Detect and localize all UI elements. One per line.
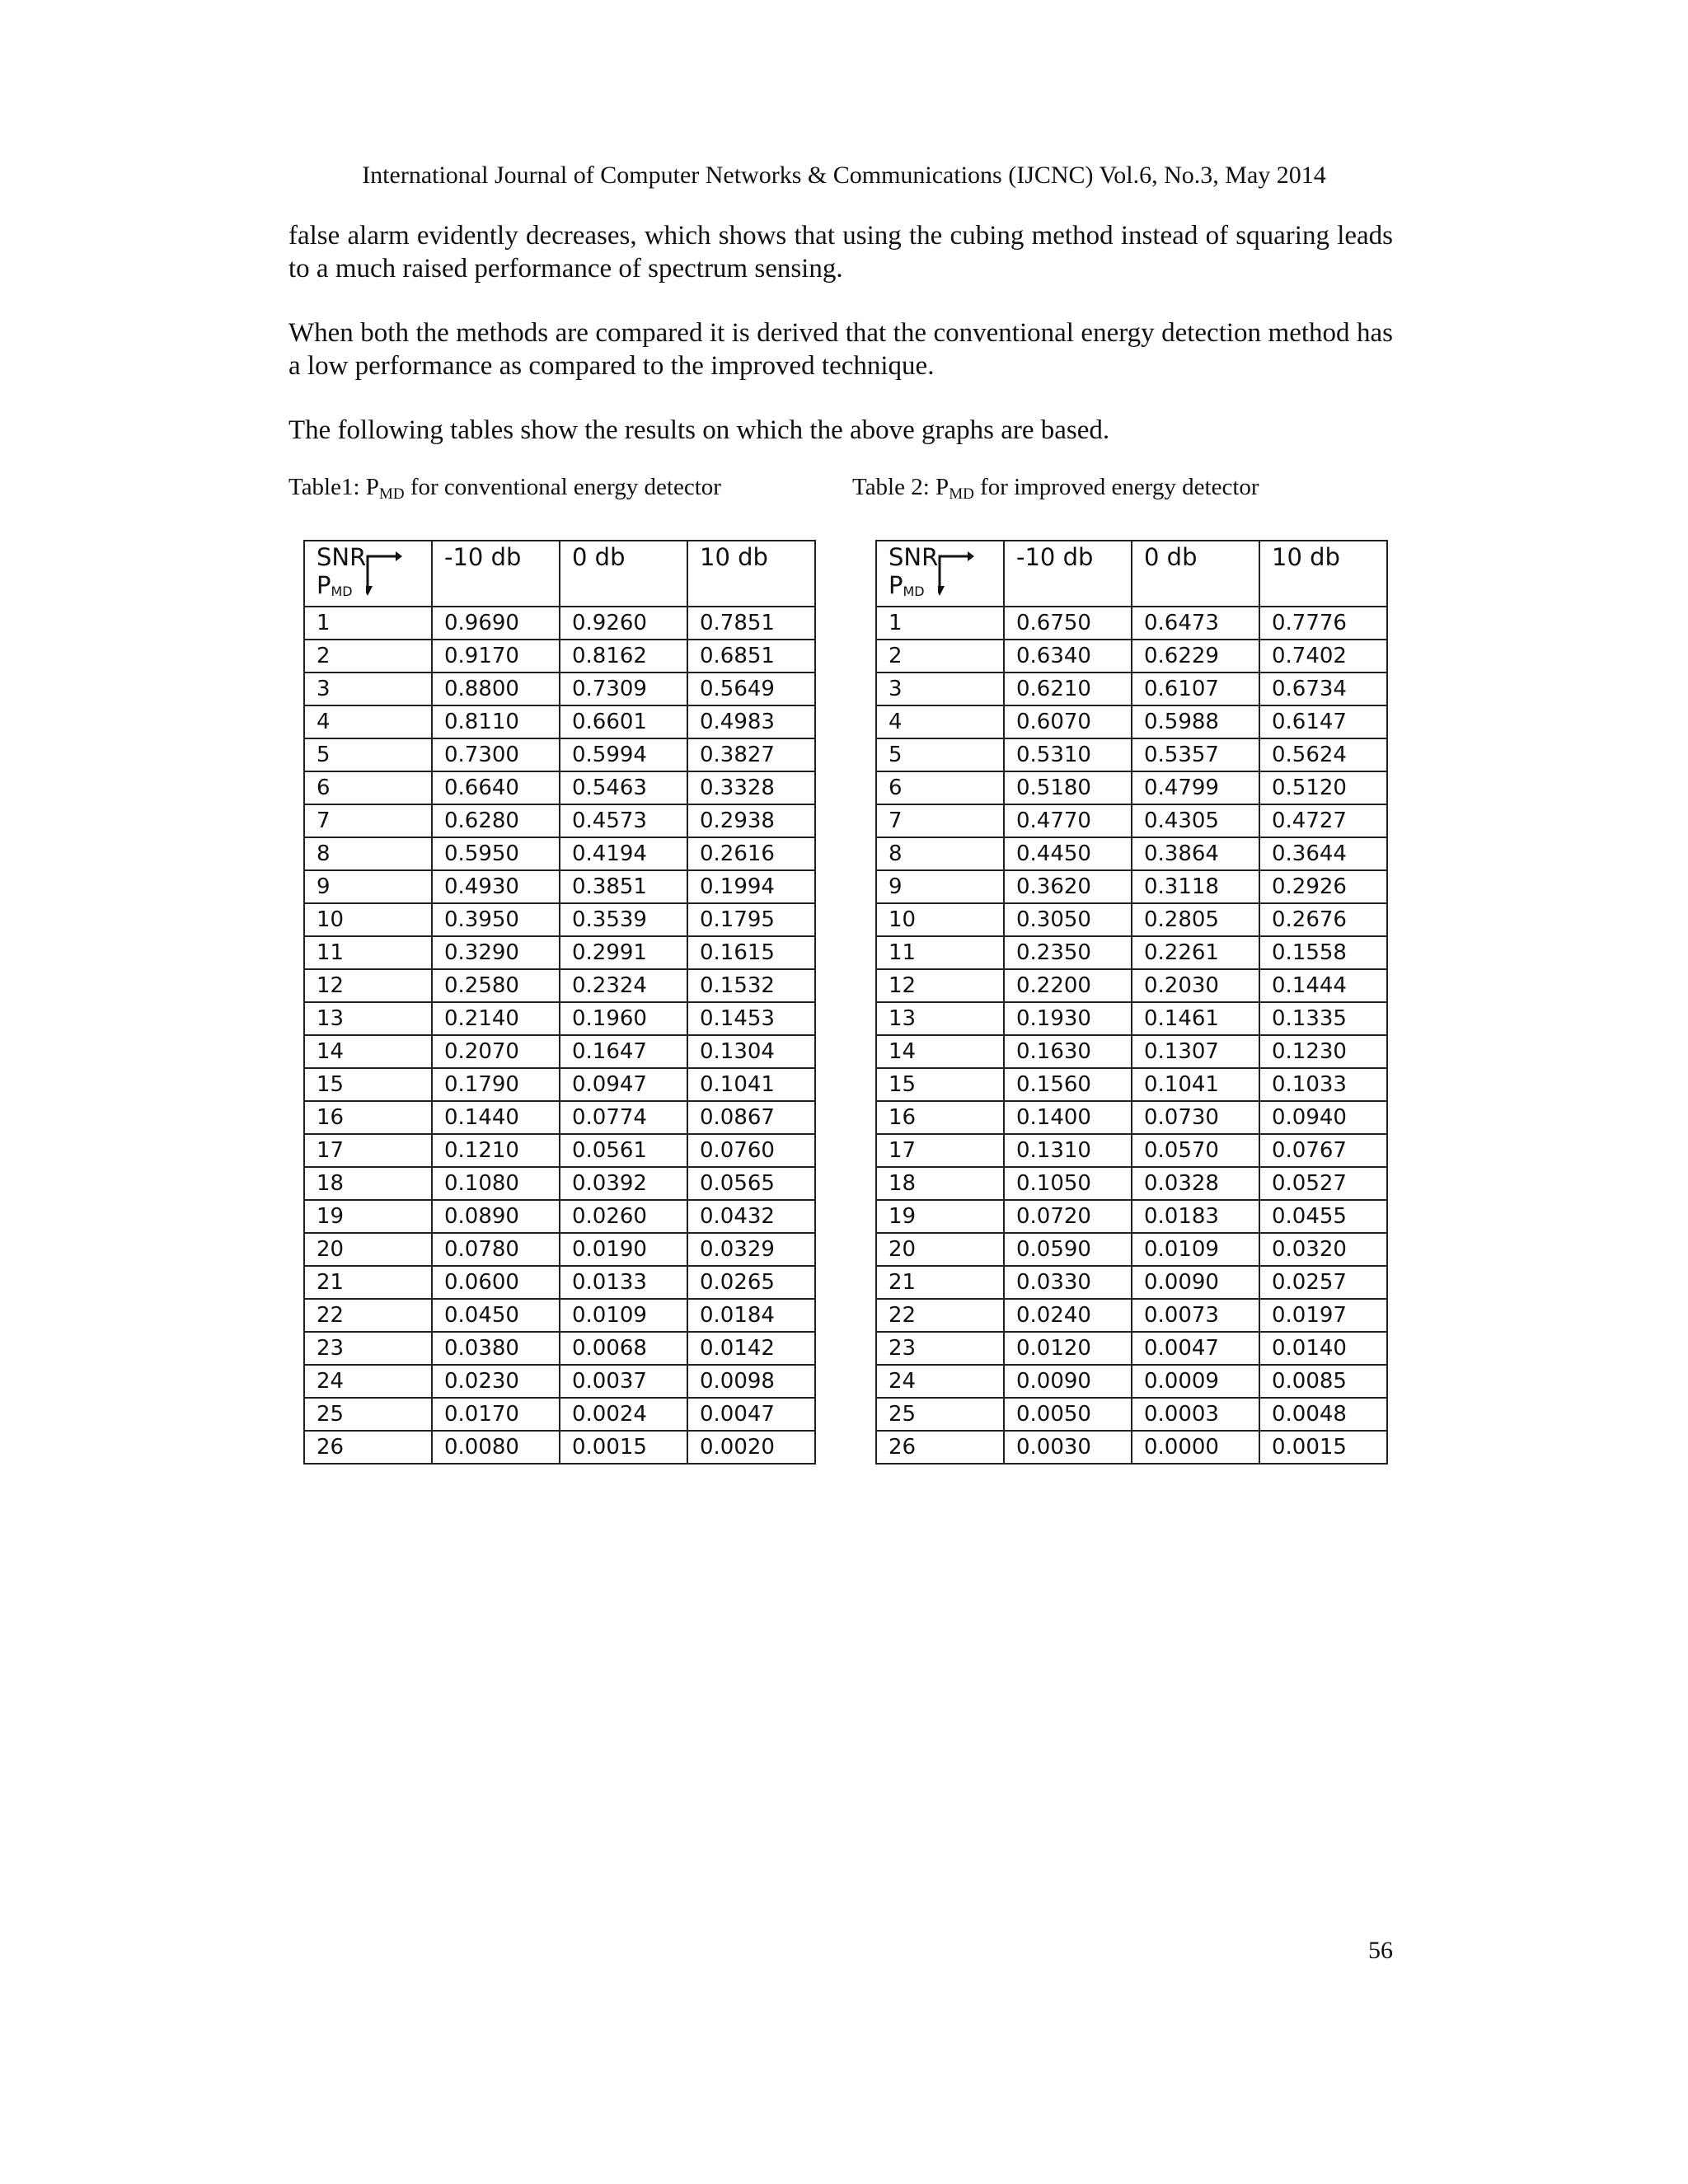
table-row	[876, 1068, 1387, 1101]
snr-cell: 11	[876, 936, 1004, 969]
snr-label: SNR	[889, 543, 939, 571]
snr-cell: 13	[876, 1002, 1004, 1035]
pmd-value-cell: 0.0570	[1132, 1134, 1259, 1167]
snr-cell: 21	[876, 1266, 1004, 1299]
paragraph-2: When both the methods are compared it is derived that the conventional energy detection method has a low performance as compared to the improved technique.	[288, 318, 1393, 381]
pmd-value-cell: 0.1615	[687, 936, 815, 969]
snr-cell: 10	[876, 903, 1004, 936]
column-header: -10 db	[1004, 541, 1132, 607]
pmd-value-cell: 0.0037	[560, 1365, 687, 1398]
pmd-value-cell: 0.5950	[432, 837, 560, 870]
pmd-value-cell: 0.0320	[1259, 1233, 1387, 1266]
table1-conventional-detector	[303, 540, 816, 1465]
page-number: 56	[1368, 1937, 1393, 1964]
pmd-value-cell: 0.2261	[1132, 936, 1259, 969]
table2-caption: Table 2: $P_{MD}$ for improved energy detector	[852, 474, 1259, 503]
pmd-value-cell: 0.2070	[432, 1035, 560, 1068]
table-row	[304, 1200, 815, 1233]
pmd-value-cell: 0.0240	[1004, 1299, 1132, 1332]
pmd-value-cell: 0.0600	[432, 1266, 560, 1299]
table-row	[304, 1233, 815, 1266]
pmd-value-cell: 0.4727	[1259, 804, 1387, 837]
snr-cell: 14	[304, 1035, 432, 1068]
pmd-value-cell: 0.1444	[1259, 969, 1387, 1002]
pmd-value-cell: 0.1647	[560, 1035, 687, 1068]
pmd-value-cell: 0.0330	[1004, 1266, 1132, 1299]
snr-cell: 23	[876, 1332, 1004, 1365]
pmd-value-cell: 0.1630	[1004, 1035, 1132, 1068]
pmd-value-cell: 0.0009	[1132, 1365, 1259, 1398]
table-header-row	[304, 541, 815, 607]
snr-cell: 26	[876, 1431, 1004, 1464]
paragraph-3: The following tables show the results on which the above graphs are based.	[288, 415, 1110, 445]
table-header-row	[876, 541, 1387, 607]
pmd-value-cell: 0.2676	[1259, 903, 1387, 936]
pmd-value-cell: 0.0133	[560, 1266, 687, 1299]
pmd-value-cell: 0.1558	[1259, 936, 1387, 969]
pmd-value-cell: 0.7300	[432, 738, 560, 771]
pmd-value-cell: 0.0590	[1004, 1233, 1132, 1266]
snr-cell: 6	[304, 771, 432, 804]
snr-cell: 17	[876, 1134, 1004, 1167]
snr-cell: 5	[304, 738, 432, 771]
table-row	[876, 738, 1387, 771]
table-row	[304, 1002, 815, 1035]
snr-cell: 22	[876, 1299, 1004, 1332]
snr-cell: 2	[304, 640, 432, 673]
table-row	[304, 1365, 815, 1398]
pmd-value-cell: 0.5624	[1259, 738, 1387, 771]
snr-cell: 4	[304, 705, 432, 738]
table-row	[304, 1431, 815, 1464]
pmd-value-cell: 0.1310	[1004, 1134, 1132, 1167]
pmd-value-cell: 0.5120	[1259, 771, 1387, 804]
pmd-value-cell: 0.6734	[1259, 673, 1387, 705]
pmd-value-cell: 0.2616	[687, 837, 815, 870]
pmd-value-cell: 0.4799	[1132, 771, 1259, 804]
pmd-value-cell: 0.1400	[1004, 1101, 1132, 1134]
table-row	[876, 1233, 1387, 1266]
table-row	[876, 1002, 1387, 1035]
table-row	[876, 1200, 1387, 1233]
table-row	[876, 1332, 1387, 1365]
pmd-value-cell: 0.6640	[432, 771, 560, 804]
pmd-value-cell: 0.3864	[1132, 837, 1259, 870]
snr-cell: 25	[304, 1398, 432, 1431]
pmd-value-cell: 0.1790	[432, 1068, 560, 1101]
pmd-value-cell: 0.6229	[1132, 640, 1259, 673]
table-row	[876, 771, 1387, 804]
snr-cell: 14	[876, 1035, 1004, 1068]
table-row	[876, 936, 1387, 969]
snr-cell: 19	[876, 1200, 1004, 1233]
pmd-value-cell: 0.9260	[560, 607, 687, 640]
snr-cell: 7	[304, 804, 432, 837]
pmd-value-cell: 0.0047	[1132, 1332, 1259, 1365]
table-row	[876, 903, 1387, 936]
snr-cell: 6	[876, 771, 1004, 804]
pmd-value-cell: 0.1050	[1004, 1167, 1132, 1200]
pmd-value-cell: 0.2140	[432, 1002, 560, 1035]
pmd-value-cell: 0.0527	[1259, 1167, 1387, 1200]
table-row	[304, 1332, 815, 1365]
pmd-value-cell: 0.5180	[1004, 771, 1132, 804]
running-header: International Journal of Computer Networks & Communications (IJCNC) Vol.6, No.3, May 2014	[362, 162, 1326, 189]
snr-cell: 2	[876, 640, 1004, 673]
pmd-value-cell: 0.2991	[560, 936, 687, 969]
corner-arrow-icon	[366, 551, 402, 598]
pmd-value-cell: 0.1041	[687, 1068, 815, 1101]
table-row	[876, 673, 1387, 705]
pmd-value-cell: 0.0561	[560, 1134, 687, 1167]
pmd-value-cell: 0.3950	[432, 903, 560, 936]
column-header: -10 db	[432, 541, 560, 607]
pmd-value-cell: 0.0184	[687, 1299, 815, 1332]
table-row	[876, 1431, 1387, 1464]
column-header: 0 db	[560, 541, 687, 607]
pmd-value-cell: 0.1230	[1259, 1035, 1387, 1068]
table-row	[304, 870, 815, 903]
pmd-value-cell: 0.5988	[1132, 705, 1259, 738]
pmd-value-cell: 0.2938	[687, 804, 815, 837]
table2-improved-detector	[875, 540, 1388, 1465]
pmd-value-cell: 0.2926	[1259, 870, 1387, 903]
snr-cell: 5	[876, 738, 1004, 771]
snr-cell: 1	[304, 607, 432, 640]
pmd-value-cell: 0.1930	[1004, 1002, 1132, 1035]
corner-arrow-icon	[938, 551, 974, 598]
pmd-value-cell: 0.0380	[432, 1332, 560, 1365]
pmd-value-cell: 0.1033	[1259, 1068, 1387, 1101]
snr-cell: 11	[304, 936, 432, 969]
pmd-value-cell: 0.4305	[1132, 804, 1259, 837]
snr-cell: 15	[304, 1068, 432, 1101]
table-row	[304, 1035, 815, 1068]
snr-cell: 22	[304, 1299, 432, 1332]
table-row	[304, 1299, 815, 1332]
pmd-value-cell: 0.3539	[560, 903, 687, 936]
table-row	[876, 1365, 1387, 1398]
snr-cell: 15	[876, 1068, 1004, 1101]
table1-caption: Table1: $P_{MD}$ for conventional energy detector	[288, 474, 721, 503]
pmd-value-cell: 0.2580	[432, 969, 560, 1002]
table-row	[304, 969, 815, 1002]
table-row	[876, 640, 1387, 673]
pmd-value-cell: 0.0090	[1132, 1266, 1259, 1299]
snr-cell: 21	[304, 1266, 432, 1299]
pmd-value-cell: 0.1304	[687, 1035, 815, 1068]
pmd-value-cell: 0.1994	[687, 870, 815, 903]
pmd-value-cell: 0.0140	[1259, 1332, 1387, 1365]
table-row	[876, 1398, 1387, 1431]
table-row	[304, 1266, 815, 1299]
pmd-value-cell: 0.0024	[560, 1398, 687, 1431]
pmd-value-cell: 0.3644	[1259, 837, 1387, 870]
pmd-value-cell: 0.5463	[560, 771, 687, 804]
snr-cell: 1	[876, 607, 1004, 640]
pmd-value-cell: 0.0197	[1259, 1299, 1387, 1332]
pmd-value-cell: 0.0000	[1132, 1431, 1259, 1464]
column-header: 0 db	[1132, 541, 1259, 607]
snr-cell: 9	[304, 870, 432, 903]
pmd-value-cell: 0.0260	[560, 1200, 687, 1233]
snr-cell: 24	[304, 1365, 432, 1398]
pmd-value-cell: 0.0098	[687, 1365, 815, 1398]
pmd-value-cell: 0.6750	[1004, 607, 1132, 640]
pmd-value-cell: 0.0565	[687, 1167, 815, 1200]
snr-cell: 8	[304, 837, 432, 870]
table-row	[876, 1035, 1387, 1068]
pmd-value-cell: 0.3827	[687, 738, 815, 771]
snr-cell: 12	[876, 969, 1004, 1002]
pmd-value-cell: 0.4450	[1004, 837, 1132, 870]
pmd-value-cell: 0.4573	[560, 804, 687, 837]
pmd-value-cell: 0.6147	[1259, 705, 1387, 738]
column-header: 10 db	[1259, 541, 1387, 607]
pmd-value-cell: 0.0455	[1259, 1200, 1387, 1233]
pmd-value-cell: 0.0329	[687, 1233, 815, 1266]
table-row	[304, 1167, 815, 1200]
pmd-value-cell: 0.0030	[1004, 1431, 1132, 1464]
snr-cell: 25	[876, 1398, 1004, 1431]
snr-pmd-header-cell	[876, 541, 1004, 607]
table-row	[304, 1398, 815, 1431]
snr-cell: 4	[876, 705, 1004, 738]
table-row	[876, 1167, 1387, 1200]
pmd-value-cell: 0.1335	[1259, 1002, 1387, 1035]
pmd-value-cell: 0.0120	[1004, 1332, 1132, 1365]
pmd-value-cell: 0.2805	[1132, 903, 1259, 936]
table-row	[304, 1068, 815, 1101]
snr-cell: 13	[304, 1002, 432, 1035]
snr-cell: 23	[304, 1332, 432, 1365]
pmd-value-cell: 0.0020	[687, 1431, 815, 1464]
table-row	[876, 969, 1387, 1002]
pmd-value-cell: 0.6070	[1004, 705, 1132, 738]
pmd-value-cell: 0.6210	[1004, 673, 1132, 705]
table-row	[304, 837, 815, 870]
pmd-value-cell: 0.0730	[1132, 1101, 1259, 1134]
pmd-value-cell: 0.0230	[432, 1365, 560, 1398]
snr-cell: 12	[304, 969, 432, 1002]
pmd-value-cell: 0.7851	[687, 607, 815, 640]
pmd-value-cell: 0.1795	[687, 903, 815, 936]
snr-cell: 8	[876, 837, 1004, 870]
pmd-value-cell: 0.0170	[432, 1398, 560, 1431]
pmd-label: $P_{MD}$	[889, 571, 925, 599]
pmd-value-cell: 0.0947	[560, 1068, 687, 1101]
pmd-value-cell: 0.0003	[1132, 1398, 1259, 1431]
snr-cell: 17	[304, 1134, 432, 1167]
pmd-value-cell: 0.1560	[1004, 1068, 1132, 1101]
pmd-value-cell: 0.3118	[1132, 870, 1259, 903]
table-row	[876, 1299, 1387, 1332]
table-row	[304, 936, 815, 969]
pmd-value-cell: 0.5994	[560, 738, 687, 771]
pmd-value-cell: 0.0068	[560, 1332, 687, 1365]
pmd-value-cell: 0.3620	[1004, 870, 1132, 903]
pmd-value-cell: 0.0085	[1259, 1365, 1387, 1398]
pmd-value-cell: 0.0047	[687, 1398, 815, 1431]
pmd-value-cell: 0.1080	[432, 1167, 560, 1200]
pmd-value-cell: 0.6340	[1004, 640, 1132, 673]
pmd-value-cell: 0.3290	[432, 936, 560, 969]
pmd-value-cell: 0.0940	[1259, 1101, 1387, 1134]
pmd-value-cell: 0.1307	[1132, 1035, 1259, 1068]
pmd-value-cell: 0.0142	[687, 1332, 815, 1365]
table-row	[304, 1101, 815, 1134]
pmd-value-cell: 0.1532	[687, 969, 815, 1002]
pmd-value-cell: 0.0090	[1004, 1365, 1132, 1398]
table-row	[304, 738, 815, 771]
pmd-value-cell: 0.0190	[560, 1233, 687, 1266]
pmd-value-cell: 0.0109	[1132, 1233, 1259, 1266]
pmd-value-cell: 0.1960	[560, 1002, 687, 1035]
pmd-value-cell: 0.6107	[1132, 673, 1259, 705]
pmd-value-cell: 0.1440	[432, 1101, 560, 1134]
pmd-value-cell: 0.0109	[560, 1299, 687, 1332]
snr-cell: 18	[876, 1167, 1004, 1200]
pmd-value-cell: 0.6473	[1132, 607, 1259, 640]
pmd-value-cell: 0.0080	[432, 1431, 560, 1464]
table-row	[876, 1101, 1387, 1134]
pmd-value-cell: 0.0328	[1132, 1167, 1259, 1200]
pmd-value-cell: 0.4770	[1004, 804, 1132, 837]
snr-cell: 20	[304, 1233, 432, 1266]
pmd-value-cell: 0.8162	[560, 640, 687, 673]
pmd-value-cell: 0.3328	[687, 771, 815, 804]
pmd-value-cell: 0.0450	[432, 1299, 560, 1332]
pmd-value-cell: 0.2350	[1004, 936, 1132, 969]
table-row	[304, 640, 815, 673]
pmd-value-cell: 0.7776	[1259, 607, 1387, 640]
pmd-value-cell: 0.0392	[560, 1167, 687, 1200]
pmd-value-cell: 0.0760	[687, 1134, 815, 1167]
snr-label: SNR	[316, 543, 367, 571]
pmd-value-cell: 0.4194	[560, 837, 687, 870]
pmd-value-cell: 0.0015	[1259, 1431, 1387, 1464]
pmd-value-cell: 0.5649	[687, 673, 815, 705]
pmd-value-cell: 0.2030	[1132, 969, 1259, 1002]
pmd-value-cell: 0.1041	[1132, 1068, 1259, 1101]
pmd-value-cell: 0.6851	[687, 640, 815, 673]
snr-cell: 24	[876, 1365, 1004, 1398]
pmd-value-cell: 0.0867	[687, 1101, 815, 1134]
pmd-value-cell: 0.0048	[1259, 1398, 1387, 1431]
snr-cell: 9	[876, 870, 1004, 903]
table-row	[876, 870, 1387, 903]
table-row	[304, 1134, 815, 1167]
pmd-value-cell: 0.6280	[432, 804, 560, 837]
pmd-value-cell: 0.5310	[1004, 738, 1132, 771]
pmd-value-cell: 0.2324	[560, 969, 687, 1002]
pmd-value-cell: 0.0432	[687, 1200, 815, 1233]
snr-cell: 10	[304, 903, 432, 936]
pmd-value-cell: 0.0257	[1259, 1266, 1387, 1299]
pmd-value-cell: 0.9690	[432, 607, 560, 640]
table-row	[304, 771, 815, 804]
pmd-value-cell: 0.0050	[1004, 1398, 1132, 1431]
pmd-value-cell: 0.0890	[432, 1200, 560, 1233]
pmd-value-cell: 0.0183	[1132, 1200, 1259, 1233]
pmd-value-cell: 0.0073	[1132, 1299, 1259, 1332]
pmd-value-cell: 0.3851	[560, 870, 687, 903]
pmd-value-cell: 0.8800	[432, 673, 560, 705]
pmd-value-cell: 0.1210	[432, 1134, 560, 1167]
pmd-value-cell: 0.1461	[1132, 1002, 1259, 1035]
pmd-value-cell: 0.7309	[560, 673, 687, 705]
pmd-value-cell: 0.4983	[687, 705, 815, 738]
snr-cell: 16	[304, 1101, 432, 1134]
snr-cell: 16	[876, 1101, 1004, 1134]
pmd-value-cell: 0.2200	[1004, 969, 1132, 1002]
snr-cell: 26	[304, 1431, 432, 1464]
snr-cell: 7	[876, 804, 1004, 837]
table-row	[876, 705, 1387, 738]
pmd-label: $P_{MD}$	[316, 571, 353, 599]
pmd-value-cell: 0.1453	[687, 1002, 815, 1035]
pmd-value-cell: 0.0767	[1259, 1134, 1387, 1167]
pmd-value-cell: 0.0015	[560, 1431, 687, 1464]
pmd-value-cell: 0.5357	[1132, 738, 1259, 771]
pmd-value-cell: 0.0780	[432, 1233, 560, 1266]
snr-pmd-header-cell	[304, 541, 432, 607]
pmd-value-cell: 0.9170	[432, 640, 560, 673]
pmd-value-cell: 0.8110	[432, 705, 560, 738]
table-row	[876, 837, 1387, 870]
snr-cell: 20	[876, 1233, 1004, 1266]
table-row	[876, 804, 1387, 837]
pmd-value-cell: 0.0265	[687, 1266, 815, 1299]
table-row	[304, 607, 815, 640]
snr-cell: 18	[304, 1167, 432, 1200]
pmd-value-cell: 0.6601	[560, 705, 687, 738]
pmd-value-cell: 0.4930	[432, 870, 560, 903]
pmd-value-cell: 0.7402	[1259, 640, 1387, 673]
table-row	[304, 903, 815, 936]
pmd-value-cell: 0.0774	[560, 1101, 687, 1134]
pmd-value-cell: 0.0720	[1004, 1200, 1132, 1233]
table-row	[304, 705, 815, 738]
table-row	[304, 673, 815, 705]
snr-cell: 3	[304, 673, 432, 705]
table-row	[876, 1266, 1387, 1299]
pmd-value-cell: 0.3050	[1004, 903, 1132, 936]
table-row	[876, 1134, 1387, 1167]
table-row	[876, 607, 1387, 640]
table-row	[304, 804, 815, 837]
paragraph-1: false alarm evidently decreases, which shows that using the cubing method instead of squaring leads to a much raised performance of spectrum sensing.	[288, 221, 1393, 284]
snr-cell: 3	[876, 673, 1004, 705]
column-header: 10 db	[687, 541, 815, 607]
snr-cell: 19	[304, 1200, 432, 1233]
